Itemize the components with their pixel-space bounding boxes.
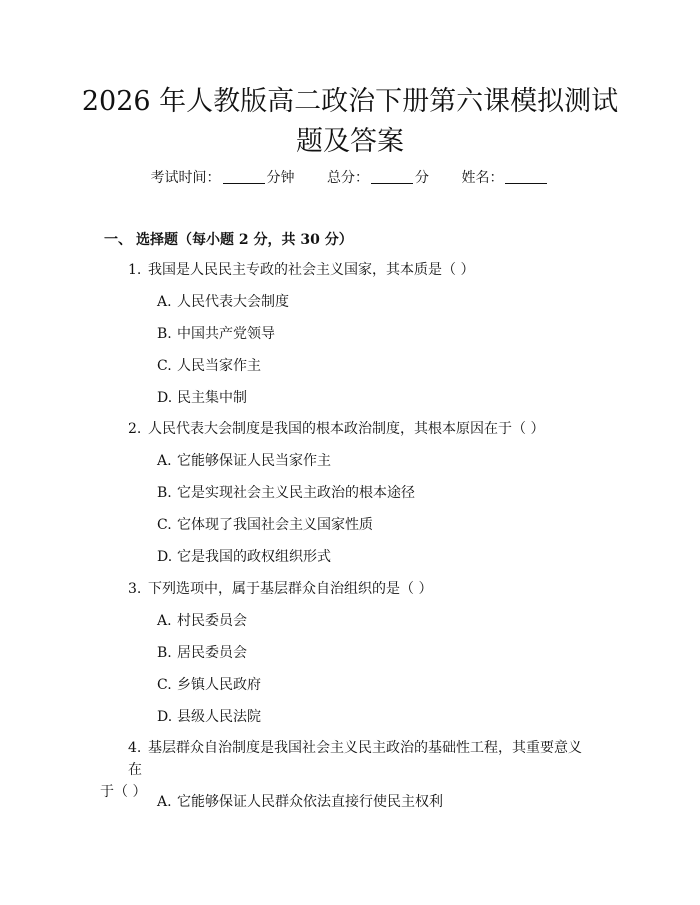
option-label: A. [157,453,172,469]
question-text: 下列选项中，属于基层群众自治组织的是（ ） [148,581,433,597]
name-blank [505,169,547,184]
option-text: 中国共产党领导 [177,326,275,342]
option-label: A. [157,794,172,810]
exam-time-blank [223,169,265,184]
option-label: A. [157,613,172,629]
option-text: 居民委员会 [177,645,247,661]
option-text: 村民委员会 [177,613,247,629]
option-3a [157,610,247,632]
section-heading [104,229,353,251]
option-text: 人民当家作主 [177,358,261,374]
section-title: 选择题（每小题 2 分，共 30 分） [136,232,353,248]
option-text: 它是我国的政权组织形式 [177,549,331,565]
total-score-label: 总分： [327,170,369,186]
option-1c [157,355,261,377]
option-label: C. [157,677,172,693]
option-text: 它能够保证人民当家作主 [177,453,331,469]
total-score-unit: 分 [415,170,429,186]
question-number: 1. [128,262,142,278]
option-label: B. [157,485,172,501]
option-label: C. [157,358,172,374]
exam-time-unit: 分钟 [266,170,295,186]
option-label: B. [157,645,172,661]
option-label: D. [157,709,173,725]
option-text: 县级人民法院 [177,709,261,725]
document-title [60,82,640,162]
option-1d [157,387,247,409]
name-label: 姓名： [461,170,504,186]
title-line-1: 2026 年人教版高二政治下册第六课模拟测试 [81,86,619,117]
question-text: 我国是人民民主专政的社会主义国家，其本质是（ ） [148,262,475,278]
title-line-2: 题及答案 [296,126,404,157]
question-text-line-1: 基层群众自治制度是我国社会主义民主政治的基础性工程，其重要意义在 [128,740,582,778]
question-text-line-2: 于（ ） [100,784,147,800]
option-text: 它能够保证人民群众依法直接行使民主权利 [177,794,443,810]
option-text: 人民代表大会制度 [177,294,289,310]
question-3 [128,578,432,600]
exam-info [0,168,700,188]
student-name [461,170,549,186]
option-1a [157,291,289,313]
question-number: 2. [128,421,142,437]
option-text: 它是实现社会主义民主政治的根本途径 [177,485,415,501]
section-number: 一、 [104,232,132,248]
exam-time-label: 考试时间： [150,170,221,186]
option-3c [157,674,261,696]
option-text: 乡镇人民政府 [177,677,261,693]
question-1 [128,259,474,281]
question-number: 4. [128,740,142,756]
total-score [327,170,429,186]
option-text: 民主集中制 [177,390,247,406]
question-text: 人民代表大会制度是我国的根本政治制度，其根本原因在于（ ） [148,421,545,437]
option-3d [157,706,261,728]
question-number: 3. [128,581,142,597]
exam-time [151,170,295,186]
option-label: A. [157,294,172,310]
question-2 [128,418,544,440]
option-label: D. [157,549,173,565]
option-1b [157,323,275,345]
option-label: D. [157,390,173,406]
option-2b [157,482,415,504]
option-2a [157,450,331,472]
option-3b [157,642,247,664]
option-2d [157,546,331,568]
option-label: C. [157,517,172,533]
option-text: 它体现了我国社会主义国家性质 [177,517,373,533]
option-2c [157,514,373,536]
option-4a [157,791,443,813]
total-score-blank [371,169,413,184]
option-label: B. [157,326,172,342]
